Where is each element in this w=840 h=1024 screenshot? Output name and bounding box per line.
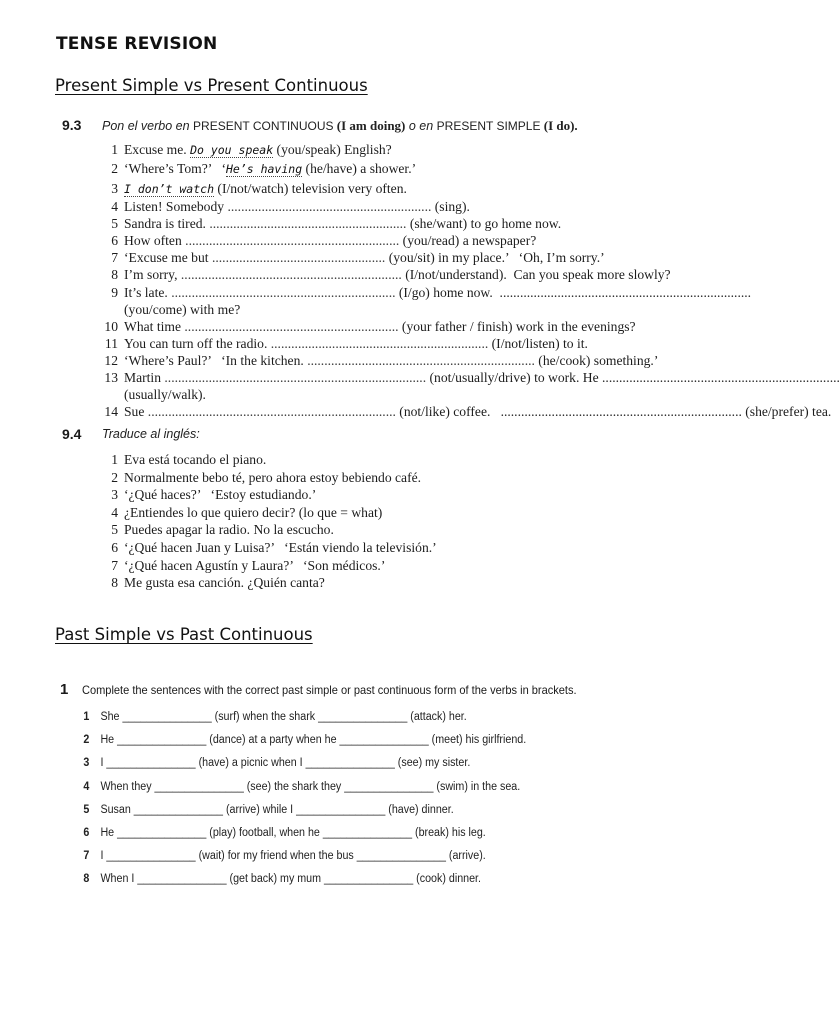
sentence-text: She _______________ (surf) when the shark _______________ (attack) her. [100, 711, 467, 723]
sentence-line [80, 827, 486, 839]
line-text: (sing). [431, 199, 470, 214]
line-number: 4 [83, 780, 90, 793]
exercise-line [96, 336, 588, 352]
line-text: It’s late. [124, 285, 172, 300]
instruction-example-b: (I do). [540, 118, 578, 133]
instruction-present-simple: PRESENT SIMPLE [436, 119, 541, 133]
line-number: 1 [111, 142, 118, 157]
exercise-line [96, 285, 751, 301]
answer-blank: ................................................................ [270, 336, 489, 351]
line-number: 7 [111, 557, 118, 573]
section-heading-present: Present Simple vs Present Continuous [55, 76, 368, 95]
line-number: 4 [111, 504, 118, 520]
line-number: 11 [104, 336, 118, 351]
answer-blank: ............................................................... [184, 319, 399, 334]
line-text: ‘¿Qué hacen Juan y Luisa?’ ‘Están viendo la televisión.’ [124, 540, 437, 555]
translation-line [96, 522, 334, 538]
line-text: Martin [124, 370, 165, 385]
handwritten-answer: I don’t watch [124, 182, 215, 196]
exercise-line [96, 233, 536, 249]
line-number: 2 [111, 161, 118, 176]
line-number: 12 [104, 353, 118, 368]
line-number: 9 [111, 285, 118, 300]
line-text: ‘Excuse me but [124, 250, 212, 265]
line-text: What time [124, 319, 185, 334]
sentence-text: I _______________ (have) a picnic when I _______________ (see) my sister. [100, 757, 471, 770]
line-text: (not/like) coffee. ....................................................................... (she/prefer) tea. [395, 404, 832, 419]
exercise-line [96, 319, 636, 335]
translation-line [96, 505, 382, 521]
line-text: Excuse me. [124, 142, 191, 157]
translation-line [96, 452, 266, 468]
line-text: (you/speak) English? [273, 142, 392, 157]
line-text: ‘¿Qué hacen Agustín y Laura?’ ‘Son médicos.’ [124, 557, 386, 573]
exercise-number-9-3: 9.3 [62, 117, 82, 133]
exercise-line [96, 370, 840, 386]
exercise-line [96, 267, 671, 283]
line-text: Eva está tocando el piano. [124, 452, 267, 467]
line-number: 6 [83, 827, 90, 839]
answer-blank: ............................................................ [227, 199, 432, 214]
exercise-line [96, 404, 831, 420]
line-text: (you/read) a newspaper? [399, 233, 537, 248]
handwritten-answer: He’s having [225, 162, 303, 176]
sentence-text: He _______________ (play) football, when he _______________ (break) his leg. [100, 827, 486, 839]
translation-line [96, 540, 437, 556]
line-number: 10 [104, 319, 118, 334]
line-text: (I/not/listen) to it. [488, 336, 588, 351]
exercise-instruction-9-3 [102, 118, 578, 134]
answer-blank: .................................................................. [171, 285, 396, 300]
exercise-line-13-continuation: (usually/walk). [124, 387, 206, 402]
sentence-text: When I _______________ (get back) my mum _______________ (cook) dinner. [100, 873, 481, 886]
line-number: 6 [111, 540, 118, 555]
exercise-line [96, 250, 605, 266]
sentence-text: Susan _______________ (arrive) while I _______________ (have) dinner. [100, 803, 454, 816]
sentence-line [80, 734, 526, 746]
exercise-line [96, 142, 392, 158]
line-number: 8 [111, 267, 118, 282]
line-text: Normalmente bebo té, pero ahora estoy bebiendo café. [124, 469, 422, 485]
exercise-line [96, 181, 407, 197]
handwritten-answer: Do you speak [190, 143, 274, 157]
line-text: (he/have) a shower.’ [302, 161, 417, 176]
line-number: 5 [111, 522, 118, 538]
line-text: ‘Where’s Paul?’ ‘In the kitchen. [124, 353, 308, 368]
sentence-line [80, 781, 520, 793]
line-number: 3 [111, 181, 118, 196]
answer-blank: ............................................................................. [164, 370, 427, 385]
line-text: (I/go) home now. .......................................................................... [395, 285, 752, 300]
answer-blank: ................................................... [211, 250, 386, 265]
sentence-text: When they _______________ (see) the shark they _______________ (swim) in the sea. [100, 780, 521, 793]
exercise-line [96, 353, 658, 369]
line-text: Puedes apagar la radio. No la escucho. [124, 522, 334, 538]
line-text: I’m sorry, [124, 267, 181, 282]
instruction-part: o en [405, 119, 437, 133]
line-number: 2 [111, 469, 118, 485]
exercise-line-9-continuation: (you/come) with me? [124, 302, 241, 317]
line-number: 2 [83, 734, 90, 747]
line-number: 14 [104, 404, 118, 419]
line-text: (you/sit) in my place.’ ‘Oh, I’m sorry.’ [385, 250, 605, 265]
sentence-line [80, 873, 481, 885]
line-text: ¿Entiendes lo que quiero decir? (lo que = what) [124, 504, 383, 520]
sentence-line [80, 757, 470, 769]
sentence-line [80, 804, 454, 816]
line-text: (not/usually/drive) to work. He ...................................................................... [426, 370, 840, 385]
translation-line [96, 470, 421, 486]
line-text: Sandra is tired. [124, 216, 210, 231]
line-number: 7 [83, 850, 90, 863]
line-number: 7 [111, 250, 118, 265]
instruction-part: Pon el verbo en [102, 119, 194, 133]
sentence-line [80, 850, 486, 862]
exercise-instruction-1: Complete the sentences with the correct past simple or past continuous form of the verbs in brackets. [82, 683, 577, 697]
sentence-text: He _______________ (dance) at a party when he _______________ (meet) his girlfriend. [100, 734, 527, 747]
line-text: You can turn off the radio. [124, 336, 271, 351]
line-number: 8 [83, 873, 90, 886]
sentence-text: I _______________ (wait) for my friend when the bus _______________ (arrive). [100, 850, 486, 863]
sentence-line [80, 711, 467, 723]
page-title: TENSE REVISION [56, 34, 218, 54]
line-number: 3 [111, 487, 118, 503]
translation-line [96, 575, 325, 591]
line-number: 1 [83, 711, 90, 723]
answer-blank: ................................................................. [180, 267, 402, 282]
exercise-number-9-4: 9.4 [62, 426, 82, 442]
exercise-instruction-9-4: Traduce al inglés: [102, 427, 200, 441]
line-text: ‘Where’s Tom?’ ‘ [124, 161, 226, 176]
line-number: 13 [104, 370, 118, 385]
exercise-number-1: 1 [60, 681, 69, 698]
line-text: How often [124, 233, 186, 248]
line-number: 3 [83, 757, 90, 770]
answer-blank: ................................................................... [307, 353, 535, 368]
line-number: 1 [111, 452, 118, 467]
translation-line [96, 558, 385, 574]
line-text: (I/not/understand). Can you speak more slowly? [401, 267, 671, 282]
instruction-present-continuous: PRESENT CONTINUOUS [193, 119, 334, 133]
exercise-line [96, 216, 561, 232]
line-text: (I/not/watch) television very often. [214, 181, 407, 196]
line-number: 5 [111, 216, 118, 231]
answer-blank: ............................................................... [185, 233, 400, 248]
line-text: ‘¿Qué haces?’ ‘Estoy estudiando.’ [124, 487, 317, 503]
line-number: 6 [111, 233, 118, 248]
line-text: (he/cook) something.’ [534, 353, 659, 368]
line-number: 4 [111, 199, 118, 214]
instruction-example-a: (I am doing) [333, 118, 406, 133]
section-heading-past: Past Simple vs Past Continuous [55, 625, 313, 644]
line-text: (your father / finish) work in the evenings? [398, 319, 636, 334]
exercise-line [96, 161, 416, 177]
exercise-line [96, 199, 470, 215]
line-text: Me gusta esa canción. ¿Quién canta? [124, 575, 325, 591]
translation-line [96, 487, 316, 503]
line-text: (she/want) to go home now. [406, 216, 562, 231]
answer-blank: .......................................................... [209, 216, 407, 231]
line-text: Sue [124, 404, 148, 419]
line-text: Listen! Somebody [124, 199, 228, 214]
line-number: 5 [83, 803, 90, 816]
line-number: 8 [111, 575, 118, 591]
answer-blank: ......................................................................... [147, 404, 396, 419]
